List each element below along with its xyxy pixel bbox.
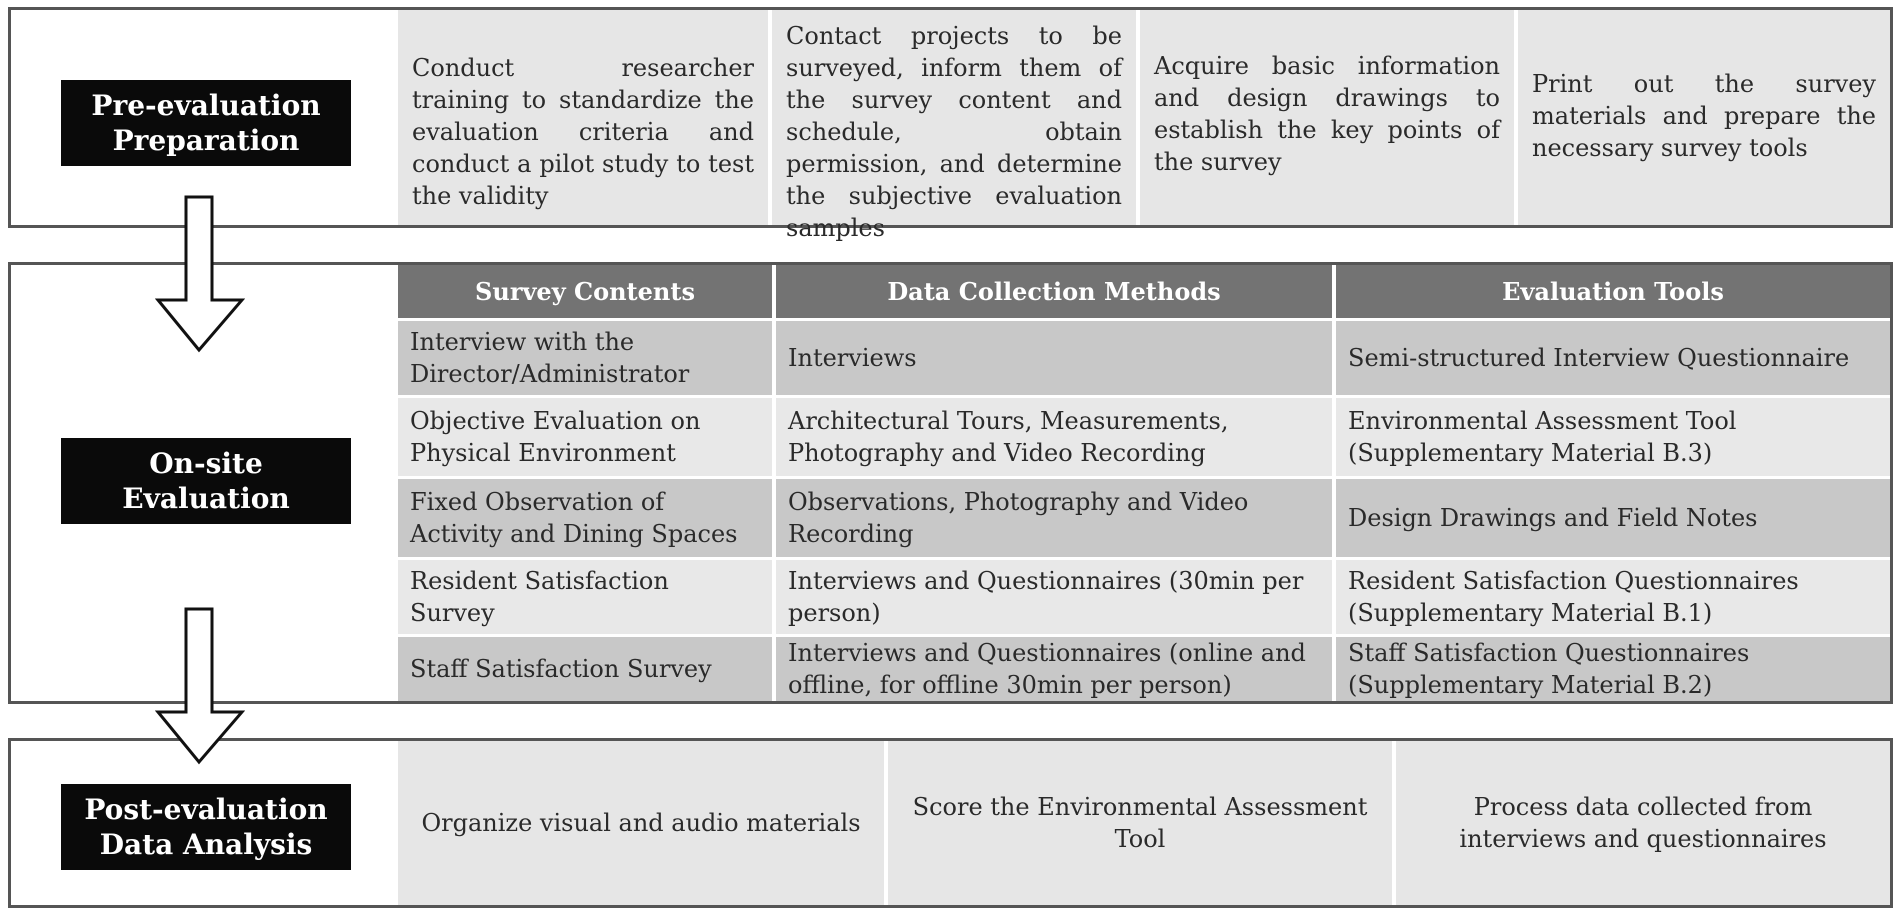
table-cell: Interviews — [776, 321, 1332, 395]
post-step-card: Score the Environmental Assessment Tool — [888, 741, 1392, 905]
pre-evaluation-label: Pre-evaluation Preparation — [61, 80, 351, 166]
post-evaluation-section — [8, 738, 1893, 908]
post-step-card: Process data collected from interviews and questionnaires — [1396, 741, 1890, 905]
table-header-survey-contents: Survey Contents — [398, 265, 772, 318]
pre-evaluation-steps — [398, 10, 1890, 242]
post-evaluation-steps — [398, 741, 1890, 905]
table-cell: Interviews and Questionnaires (online and offline, for offline 30min per person) — [776, 637, 1332, 701]
survey-table — [398, 265, 1890, 701]
table-cell: Environmental Assessment Tool (Supplementary Material B.3) — [1336, 398, 1890, 476]
table-cell: Observations, Photography and Video Recording — [776, 479, 1332, 557]
pre-step-card: Conduct researcher training to standardize the evaluation criteria and conduct a pilot study to test the validity — [398, 10, 768, 225]
table-cell: Design Drawings and Field Notes — [1336, 479, 1890, 557]
table-cell: Resident Satisfaction Questionnaires (Supplementary Material B.1) — [1336, 560, 1890, 634]
table-cell: Staff Satisfaction Survey — [398, 637, 772, 701]
on-site-evaluation-section — [8, 262, 1893, 704]
table-cell: Objective Evaluation on Physical Environment — [398, 398, 772, 476]
table-cell: Staff Satisfaction Questionnaires (Supplementary Material B.2) — [1336, 637, 1890, 701]
post-evaluation-label: Post-evaluation Data Analysis — [61, 784, 351, 870]
post-step-card: Organize visual and audio materials — [398, 741, 884, 905]
table-header-evaluation-tools: Evaluation Tools — [1336, 265, 1890, 318]
pre-evaluation-section — [8, 7, 1893, 242]
table-cell: Interviews and Questionnaires (30min per person) — [776, 560, 1332, 634]
table-cell: Semi-structured Interview Questionnaire — [1336, 321, 1890, 395]
on-site-evaluation-label: On-site Evaluation — [61, 438, 351, 524]
table-cell: Interview with the Director/Administrator — [398, 321, 772, 395]
table-header-data-collection-methods: Data Collection Methods — [776, 265, 1332, 318]
pre-step-card: Acquire basic information and design drawings to establish the key points of the survey — [1140, 10, 1514, 225]
pre-step-card: Contact projects to be surveyed, inform them of the survey content and schedule, obtain permission, and determine the subjective evaluation samples — [772, 10, 1136, 225]
pre-step-card: Print out the survey materials and prepare the necessary survey tools — [1518, 10, 1890, 225]
table-cell: Fixed Observation of Activity and Dining Spaces — [398, 479, 772, 557]
down-arrow-icon — [155, 195, 245, 355]
table-cell: Architectural Tours, Measurements, Photography and Video Recording — [776, 398, 1332, 476]
down-arrow-icon — [155, 607, 245, 767]
table-cell: Resident Satisfaction Survey — [398, 560, 772, 634]
